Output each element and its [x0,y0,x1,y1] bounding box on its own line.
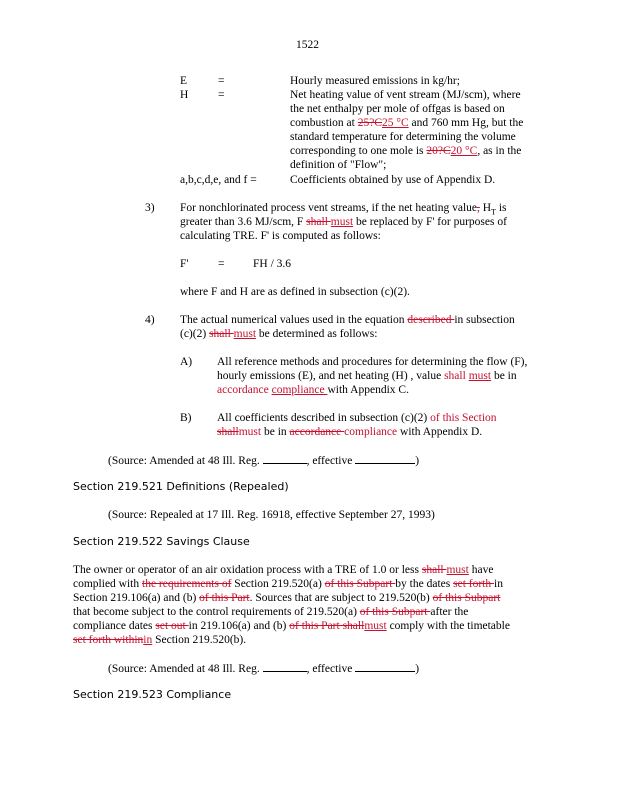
item4-a-line3: accordance compliance with Appendix C. [217,384,409,396]
deletion: accordance [217,384,272,396]
deletion: set forth within [73,634,144,646]
def-e-equals: = [218,75,225,87]
equation-lhs: F' [180,258,189,270]
deletion: described [407,314,455,326]
insertion: 20 °C [450,145,478,157]
section-heading-521: Section 219.521 Definitions (Repealed) [73,480,289,493]
insertion: compliance [271,384,328,396]
def-h-equals: = [218,89,225,101]
deletion: of this Subpart [324,578,396,590]
item4-line2: (c)(2) shall must be determined as follows: [180,328,378,340]
insertion: must [330,216,354,228]
page-number: 1522 [296,39,319,51]
def-h-line2: the net enthalpy per mole of offgas is based on [290,103,505,115]
deletion: shall [421,564,447,576]
savings-line4: that become subject to the control requirements of 219.520(a) of this Subpart after the [73,606,469,618]
savings-line1: The owner or operator of an air oxidation process with a TRE of 1.0 or less shall must have [73,564,494,576]
savings-line6: set forth withinin Section 219.520(b). [73,634,247,646]
item4-a-line1: All reference methods and procedures for determining the flow (F), [217,356,528,368]
source-note-repealed: (Source: Repealed at 17 Ill. Reg. 16918, effective September 27, 1993) [108,509,435,521]
item3-where: where F and H are as defined in subsection (c)(2). [180,286,410,298]
deletion: , [477,202,480,214]
insertion: in [143,634,153,646]
insertion: of this Section [430,412,497,424]
source-note-amended-2: (Source: Amended at 48 Ill. Reg. , effective ) [108,663,420,675]
item3-line3: calculating TRE. F' is computed as follows: [180,230,381,242]
deletion: shall [209,328,234,340]
savings-line2: complied with the requirements of Section 219.520(a) of this Subpart by the dates set forth in [73,578,503,590]
item4-b-line1: All coefficients described in subsection (c)(2) of this Section [217,412,497,424]
def-h-line4: standard temperature for determining the volume [290,131,516,143]
deletion: set forth [453,578,494,590]
deletion: of this Part shall [289,620,365,632]
savings-line5: compliance dates set out in 219.106(a) and (b) of this Part shallmust comply with the timetable [73,620,510,632]
insertion: must [468,370,492,382]
deletion: shall [306,216,331,228]
item3-number: 3) [145,202,155,214]
def-h-line3: combustion at 25?C25 °C and 760 mm Hg, but the [290,117,524,129]
insertion: compliance [344,426,398,438]
item4-a-number: A) [180,356,193,368]
savings-line3: Section 219.106(a) and (b) of this Part. Sources that are subject to 219.520(b) of this Subpart [73,592,501,604]
section-heading-523: Section 219.523 Compliance [73,688,232,701]
deletion: 20?C [426,145,451,157]
equation-rhs: FH / 3.6 [253,258,292,270]
insertion: must [238,426,262,438]
insertion: 25 °C [382,117,409,129]
section-heading-522: Section 219.522 Savings Clause [73,535,250,548]
deletion: of this Part [199,592,250,604]
deletion: shall [217,426,239,438]
def-h-symbol: H [180,89,189,101]
deletion: of this Subpart [432,592,501,604]
item4-b-line2: shallmust be in accordance compliance with Appendix D. [217,426,483,438]
def-coef-text: Coefficients obtained by use of Appendix D. [290,174,496,186]
def-e-symbol: E [180,75,188,87]
item4-number: 4) [145,314,155,326]
deletion: set out [155,620,189,632]
blank-line [263,453,307,464]
def-coef-symbol: a,b,c,d,e, and f = [180,174,257,186]
item4-a-line2: hourly emissions (E), and net heating (H) , value shall must be in [217,370,517,382]
deletion: of this Subpart [359,606,431,618]
blank-line [355,661,415,672]
insertion: must [446,564,469,576]
def-e-text: Hourly measured emissions in kg/hr; [290,75,460,87]
blank-line [355,453,415,464]
deletion: the requirements of [142,578,232,590]
def-h-line5: corresponding to one mole is 20?C20 °C, as in the [290,145,522,157]
insertion: must [364,620,387,632]
item4-b-number: B) [180,412,192,424]
def-h-line1: Net heating value of vent stream (MJ/scm), where [290,89,521,101]
blank-line [263,661,307,672]
def-h-line6: definition of "Flow"; [290,159,387,171]
deletion: 25?C [357,117,382,129]
item3-line2: greater than 3.6 MJ/scm, F shall must be replaced by F' for purposes of [180,216,507,228]
source-note-amended: (Source: Amended at 48 Ill. Reg. , effective ) [108,455,420,467]
insertion: must [233,328,257,340]
deletion: accordance [289,426,345,438]
item4-line1: The actual numerical values used in the equation described in subsection [180,314,515,326]
deletion: shall [444,370,466,382]
equation-equals: = [218,258,225,270]
item3-line1: For nonchlorinated process vent streams, if the net heating value, $H_T$ is [180,202,507,217]
